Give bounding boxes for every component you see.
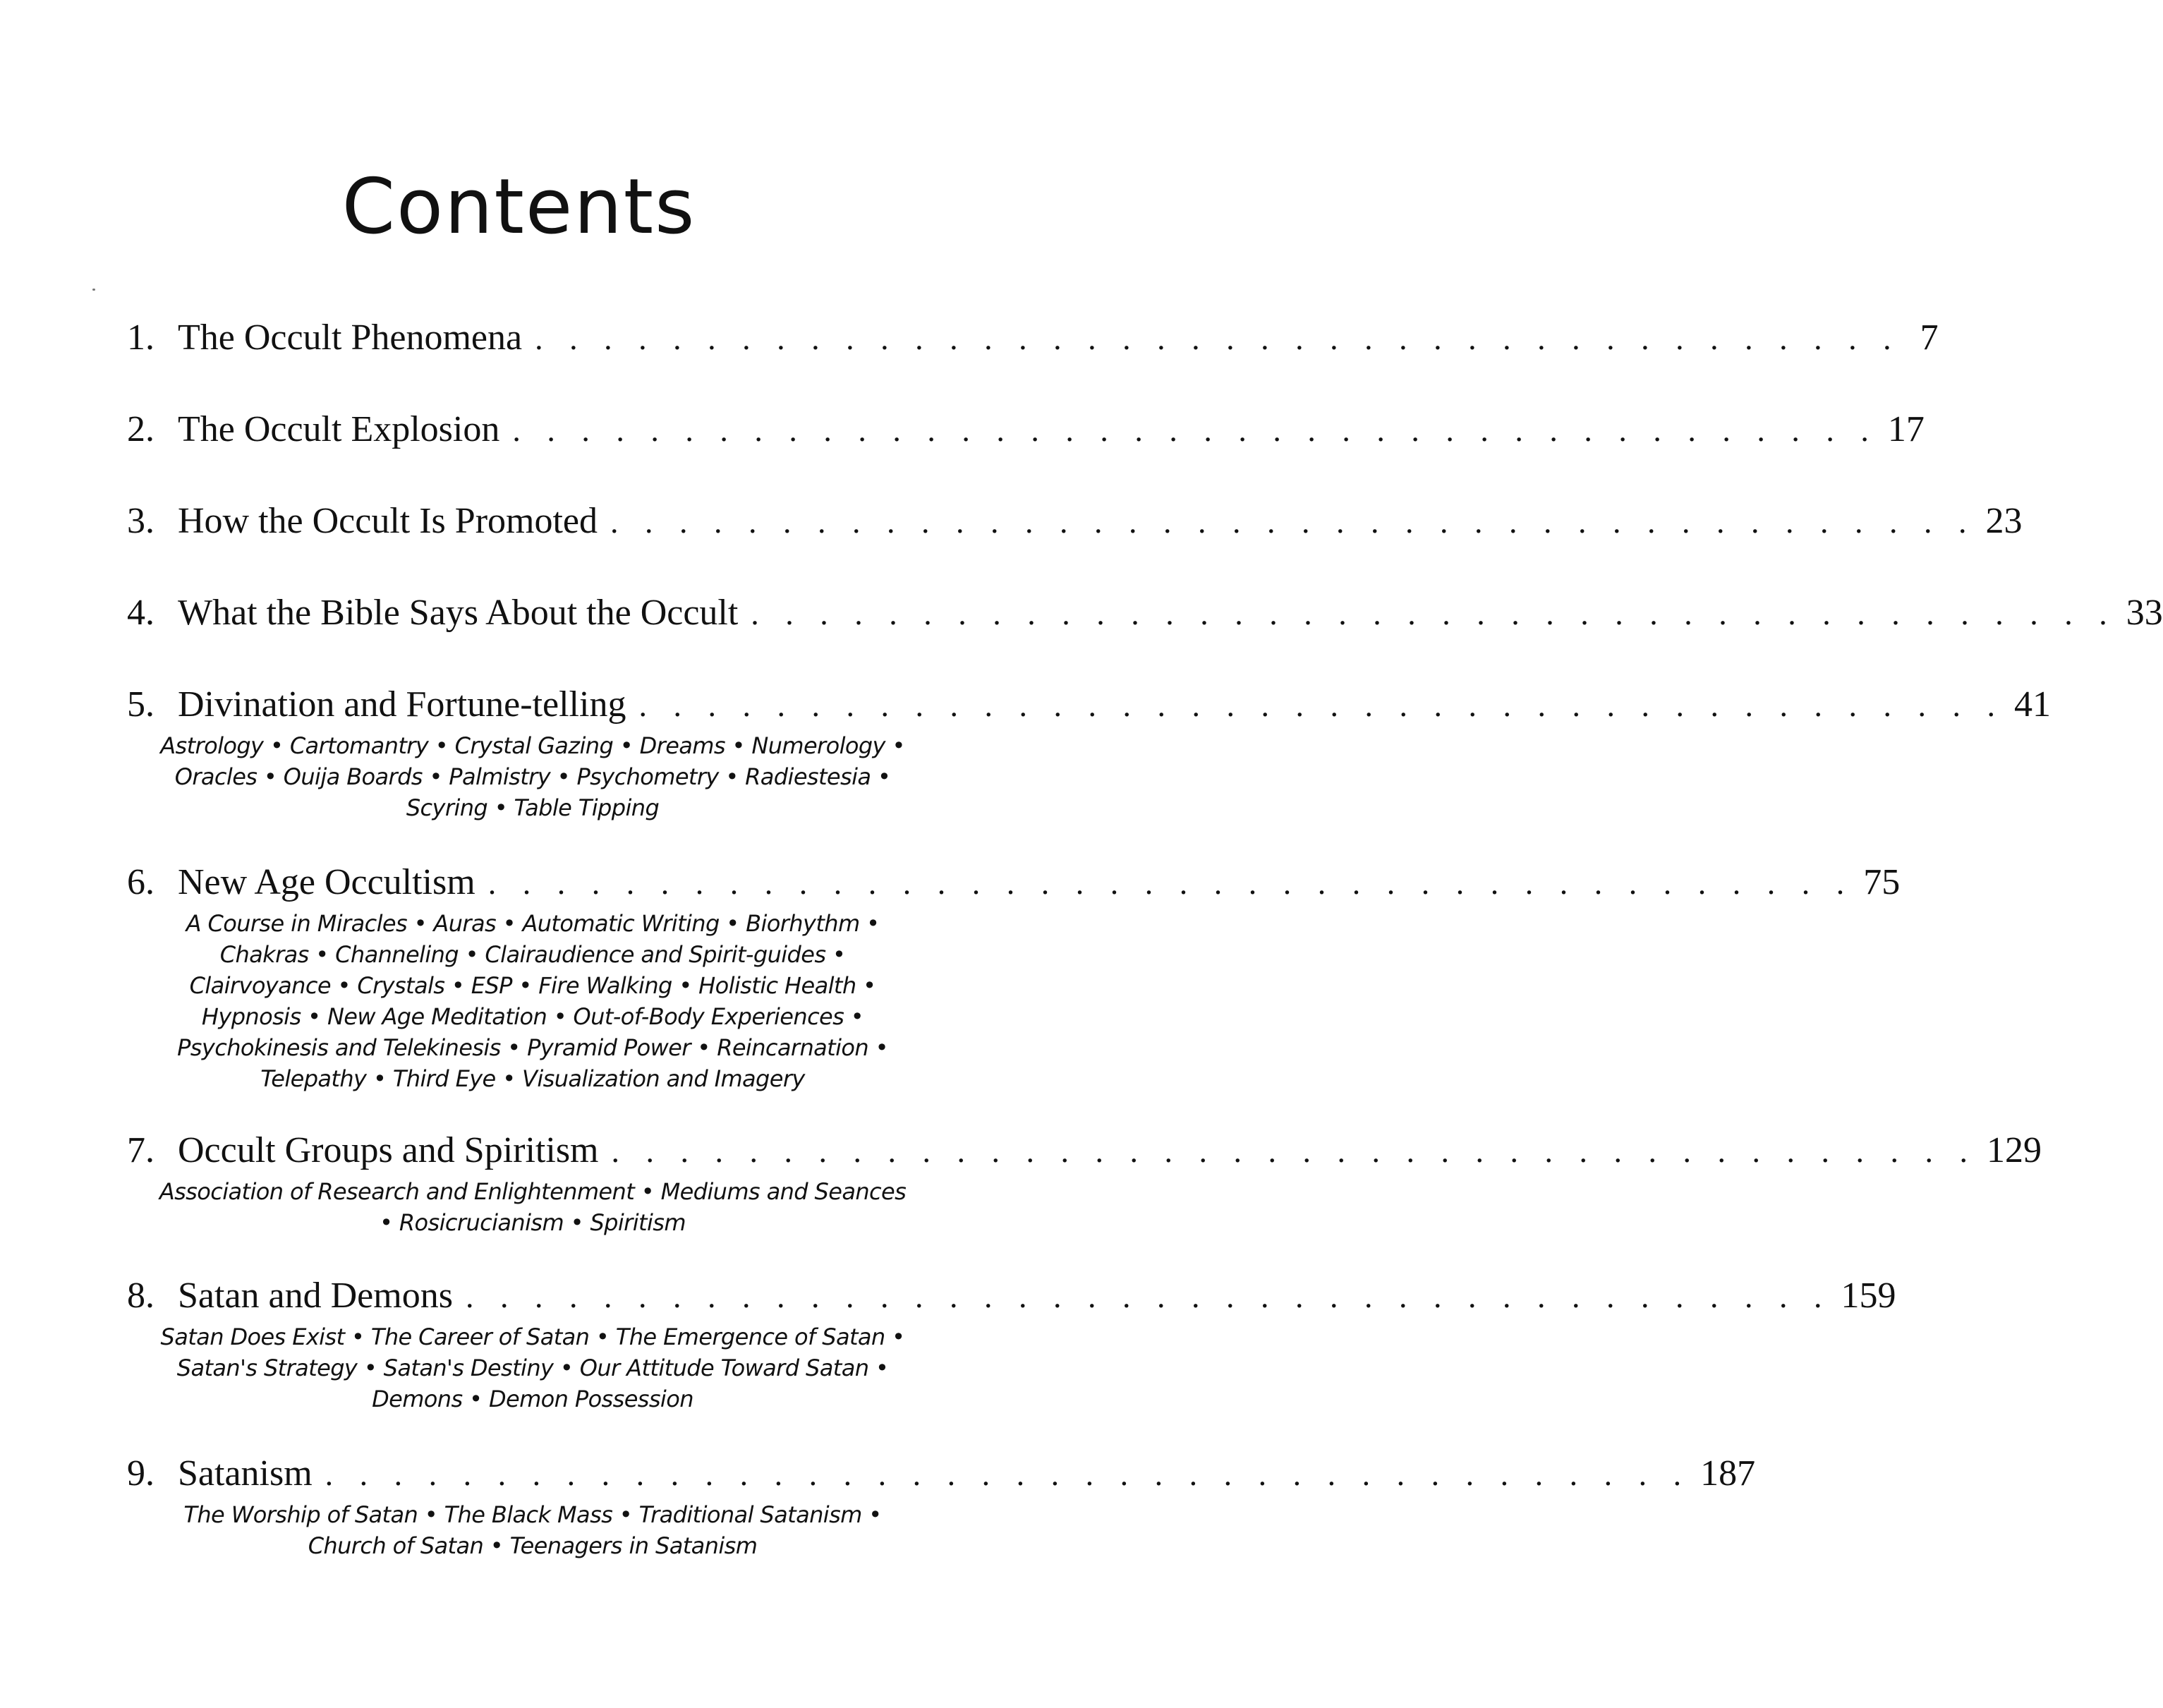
entry-topics: The Worship of Satan • The Black Mass • Traditional Satanism • Church of Satan • Teenagers in Satanism xyxy=(183,1501,882,1559)
toc-entry-4[interactable] xyxy=(127,591,2163,636)
dot-leader: . . . . . . . . . . . . . . . . . . . . . . . . . . . . . . . . . . . . . . . . xyxy=(512,412,1878,448)
entry-heading xyxy=(127,408,1925,452)
entry-title: Satan and Demons xyxy=(178,1276,453,1316)
dot-leader: . . . . . . . . . . . . . . . . . . . . . . . . . . . . . . . . . . . . . . . . xyxy=(611,1133,1977,1169)
dot-leader: . . . . . . . . . . . . . . . . . . . . . . . . . . . . . . . . . . . . . . . . xyxy=(638,687,2004,723)
entry-title: What the Bible Says About the Occult xyxy=(178,593,739,633)
entry-heading xyxy=(127,1129,2042,1173)
entry-number: 8. xyxy=(127,1276,154,1316)
entry-heading xyxy=(127,861,1901,905)
entry-title: Occult Groups and Spiritism xyxy=(178,1130,599,1170)
entry-number: 7. xyxy=(127,1130,154,1170)
entry-page-number: 129 xyxy=(1987,1130,2042,1170)
entry-page-number: 41 xyxy=(2013,684,2051,725)
print-speck xyxy=(92,289,95,291)
entry-title: New Age Occultism xyxy=(178,862,475,902)
entry-number: 4. xyxy=(127,593,154,633)
entry-heading xyxy=(127,499,2023,544)
toc-entry-9[interactable] xyxy=(127,1452,1756,1561)
entry-heading xyxy=(127,591,2163,636)
entry-number: 9. xyxy=(127,1453,154,1494)
entry-heading xyxy=(127,316,1939,361)
toc-entry-5[interactable] xyxy=(127,683,2051,823)
entry-title: How the Occult Is Promoted xyxy=(178,501,598,541)
toc-entry-3[interactable] xyxy=(127,499,2023,544)
entry-title: The Occult Explosion xyxy=(178,409,500,449)
entry-topics: A Course in Miracles • Auras • Automatic Writing • Biorhythm • Chakras • Channeling • Clairaudience and Spirit-guides • Clairvoyance • Crystals • ESP • Fire Walking • Holistic Health • Hypnosis • New Age Meditation • Out-of-Body Experiences • Psychokinesis and Telekinesis • Pyramid Power • Reincarnation • Telepathy • Third Eye • Visualization and Imagery xyxy=(177,910,888,1092)
toc-entry-6[interactable] xyxy=(127,861,1901,1094)
dot-leader: . . . . . . . . . . . . . . . . . . . . . . . . . . . . . . . . . . . . . . . . xyxy=(610,504,1976,540)
entry-topics: Association of Research and Enlightenment • Mediums and Seances • Rosicrucianism • Spiritism xyxy=(159,1178,907,1236)
entry-title: The Occult Phenomena xyxy=(178,317,523,358)
dot-leader: . . . . . . . . . . . . . . . . . . . . . . . . . . . . . . . . . . . . . . . . xyxy=(487,865,1854,901)
toc-entry-1[interactable] xyxy=(127,316,1939,361)
entry-page-number: 159 xyxy=(1841,1276,1896,1316)
entry-page-number: 75 xyxy=(1863,862,1901,902)
entry-number: 3. xyxy=(127,501,154,541)
entry-number: 6. xyxy=(127,862,154,902)
entry-number: 5. xyxy=(127,684,154,725)
entry-page-number: 17 xyxy=(1887,409,1925,449)
toc-entry-2[interactable] xyxy=(127,408,1925,452)
page-title: Contents xyxy=(341,163,696,251)
entry-heading xyxy=(127,1452,1756,1496)
dot-leader: . . . . . . . . . . . . . . . . . . . . . . . . . . . . . . . . . . . . . . . . xyxy=(325,1456,1691,1492)
entry-page-number: 33 xyxy=(2126,593,2163,633)
entry-page-number: 7 xyxy=(1920,317,1939,358)
entry-number: 2. xyxy=(127,409,154,449)
toc-entry-8[interactable] xyxy=(127,1274,1896,1415)
entry-page-number: 187 xyxy=(1700,1453,1756,1494)
dot-leader: . . . . . . . . . . . . . . . . . . . . . . . . . . . . . . . . . . . . . . . . xyxy=(535,320,1901,356)
entry-page-number: 23 xyxy=(1985,501,2023,541)
toc-entry-7[interactable] xyxy=(127,1129,2042,1238)
entry-number: 1. xyxy=(127,317,154,358)
entry-title: Divination and Fortune-telling xyxy=(178,684,626,725)
entry-heading xyxy=(127,683,2051,727)
entry-title: Satanism xyxy=(178,1453,313,1494)
dot-leader: . . . . . . . . . . . . . . . . . . . . . . . . . . . . . . . . . . . . . . . . xyxy=(751,595,2116,631)
entry-heading xyxy=(127,1274,1896,1319)
dot-leader: . . . . . . . . . . . . . . . . . . . . . . . . . . . . . . . . . . . . . . . . xyxy=(465,1278,1831,1314)
entry-topics: Satan Does Exist • The Career of Satan • The Emergence of Satan • Satan's Strategy • Satan's Destiny • Our Attitude Toward Satan • Demons • Demon Possession xyxy=(160,1324,905,1412)
entry-topics: Astrology • Cartomantry • Crystal Gazing • Dreams • Numerology • Oracles • Ouija Boards • Palmistry • Psychometry • Radiestesia • Scyring • Table Tipping xyxy=(160,732,905,821)
